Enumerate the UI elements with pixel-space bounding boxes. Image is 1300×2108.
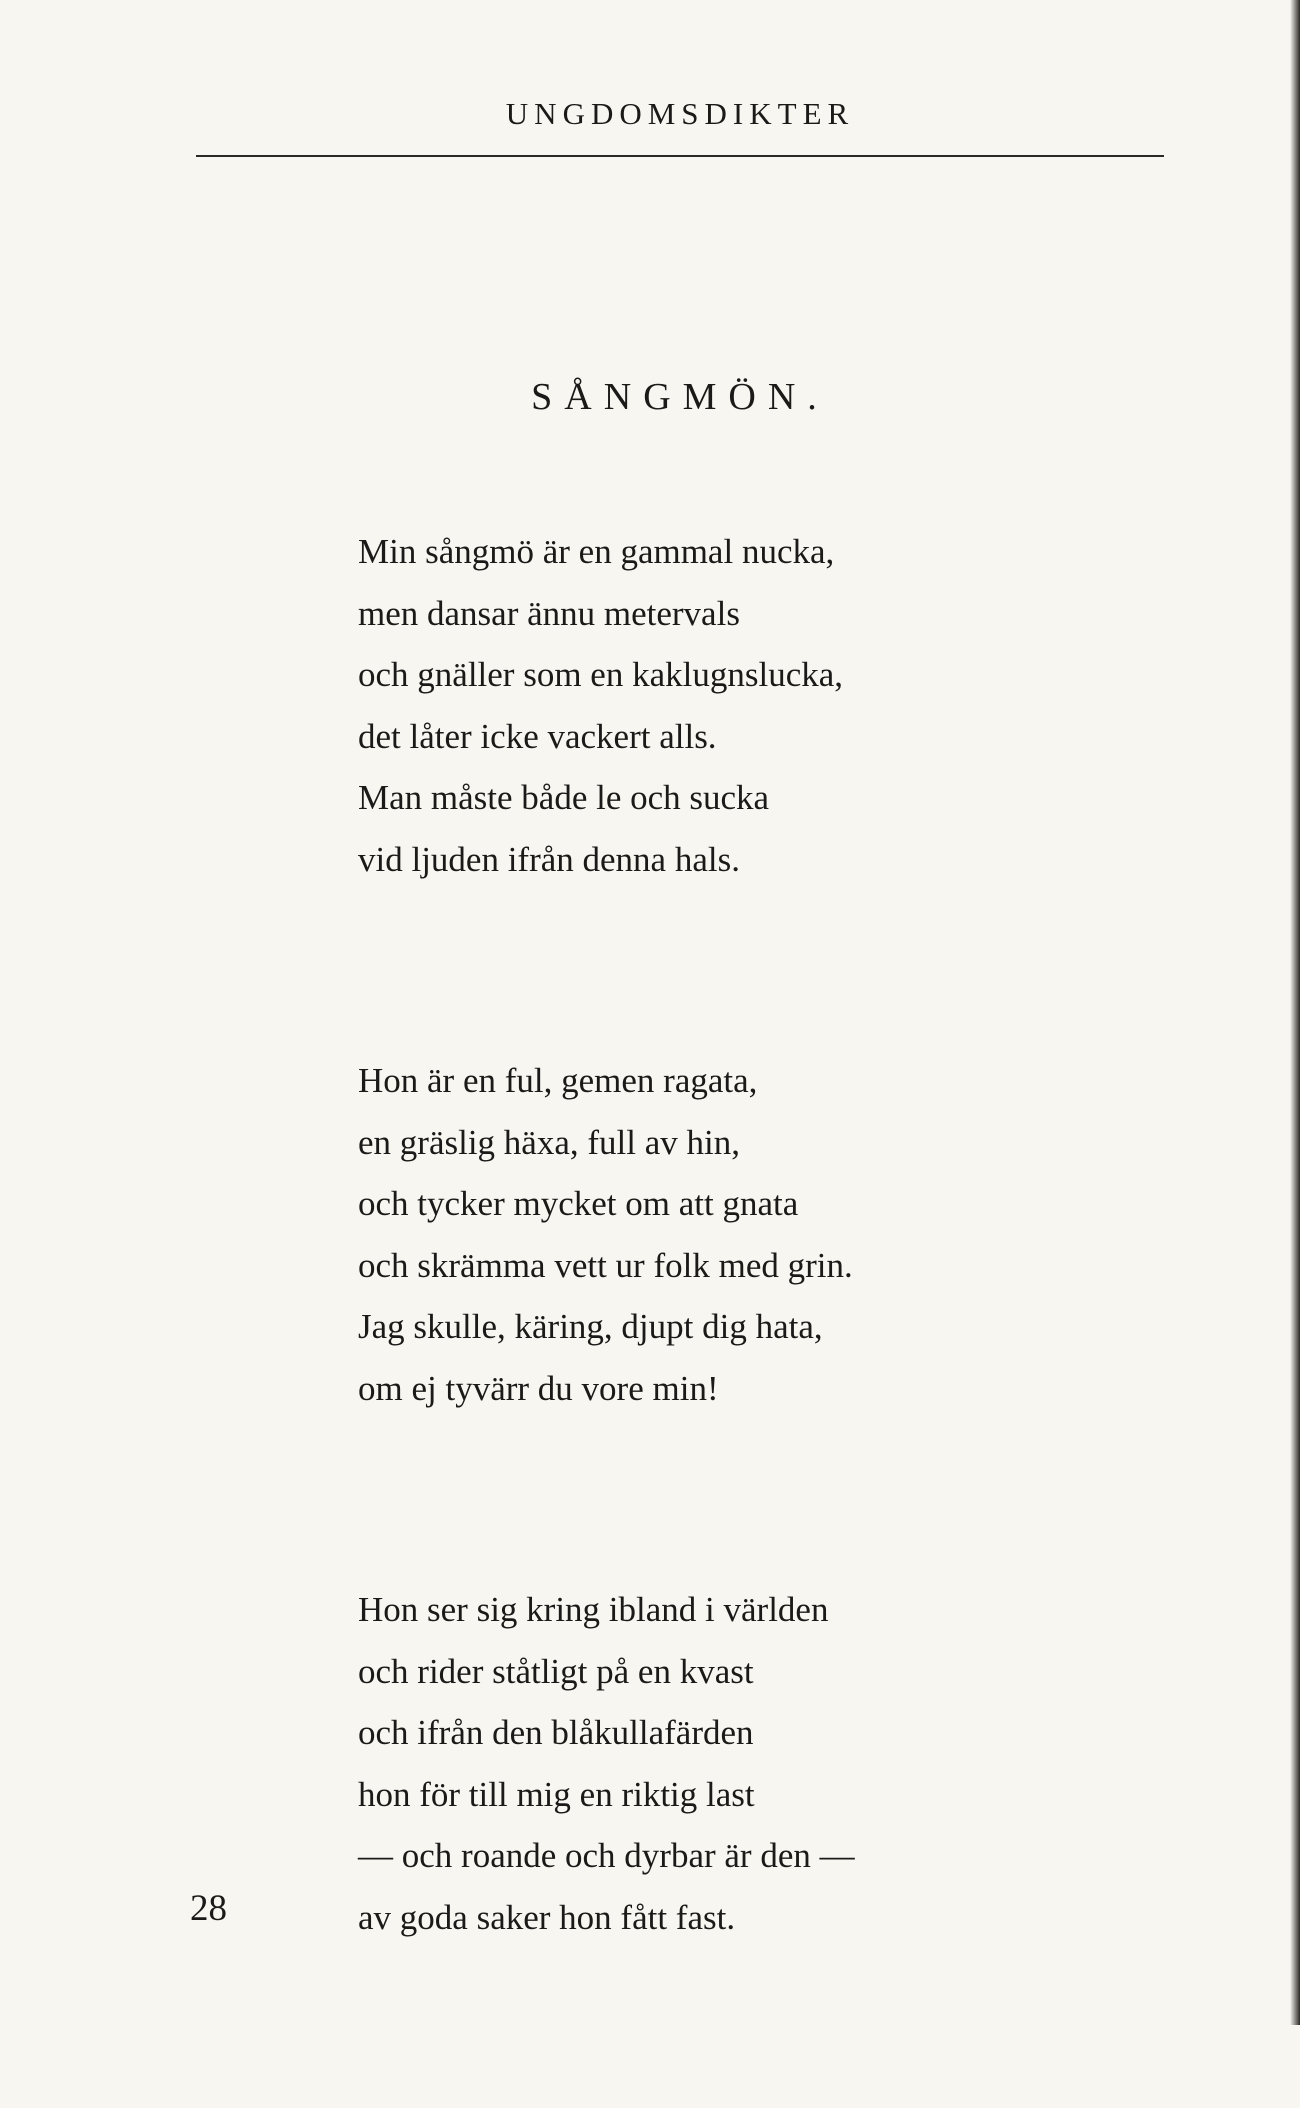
poem-line: om ej tyvärr du vore min! bbox=[358, 1368, 719, 1408]
poem-line: Min sångmö är en gammal nucka, bbox=[358, 532, 835, 571]
poem-line: och ifrån den blåkullafärden bbox=[358, 1713, 754, 1752]
poem-line: Jag skulle, käring, djupt dig hata, bbox=[358, 1307, 823, 1346]
running-head: UNGDOMSDIKTER bbox=[505, 96, 855, 131]
poem-line: och tycker mycket om att gnata bbox=[358, 1184, 799, 1223]
poem-line: Hon ser sig kring ibland i världen bbox=[358, 1590, 829, 1629]
poem-line: och skrämma vett ur folk med grin. bbox=[358, 1245, 853, 1285]
poem-line: det låter icke vackert alls. bbox=[358, 716, 717, 756]
header-rule bbox=[196, 155, 1164, 157]
poem-line: vid ljuden ifrån denna hals. bbox=[358, 839, 740, 879]
poem-line: av goda saker hon fått fast. bbox=[358, 1897, 736, 1937]
poem-line: och rider ståtligt på en kvast bbox=[358, 1651, 754, 1691]
page-number: 28 bbox=[190, 1888, 227, 1929]
stanza-3 bbox=[358, 1579, 1118, 1948]
poem-line: men dansar ännu metervals bbox=[358, 593, 740, 633]
poem-line: Man måste både le och sucka bbox=[358, 778, 770, 817]
stanza-1 bbox=[358, 521, 1118, 890]
stanza-2 bbox=[358, 1050, 1118, 1419]
page-edge-shadow bbox=[1290, 0, 1300, 2025]
poem-line: — och roande och dyrbar är den — bbox=[358, 1836, 855, 1875]
poem-body bbox=[358, 521, 1118, 2108]
poem-line: och gnäller som en kaklugnslucka, bbox=[358, 655, 844, 694]
poem-line: hon för till mig en riktig last bbox=[358, 1774, 755, 1814]
poem-line: en gräslig häxa, full av hin, bbox=[358, 1122, 740, 1162]
poem-line: Hon är en ful, gemen ragata, bbox=[358, 1061, 758, 1100]
poem-title: SÅNGMÖN. bbox=[531, 376, 829, 418]
